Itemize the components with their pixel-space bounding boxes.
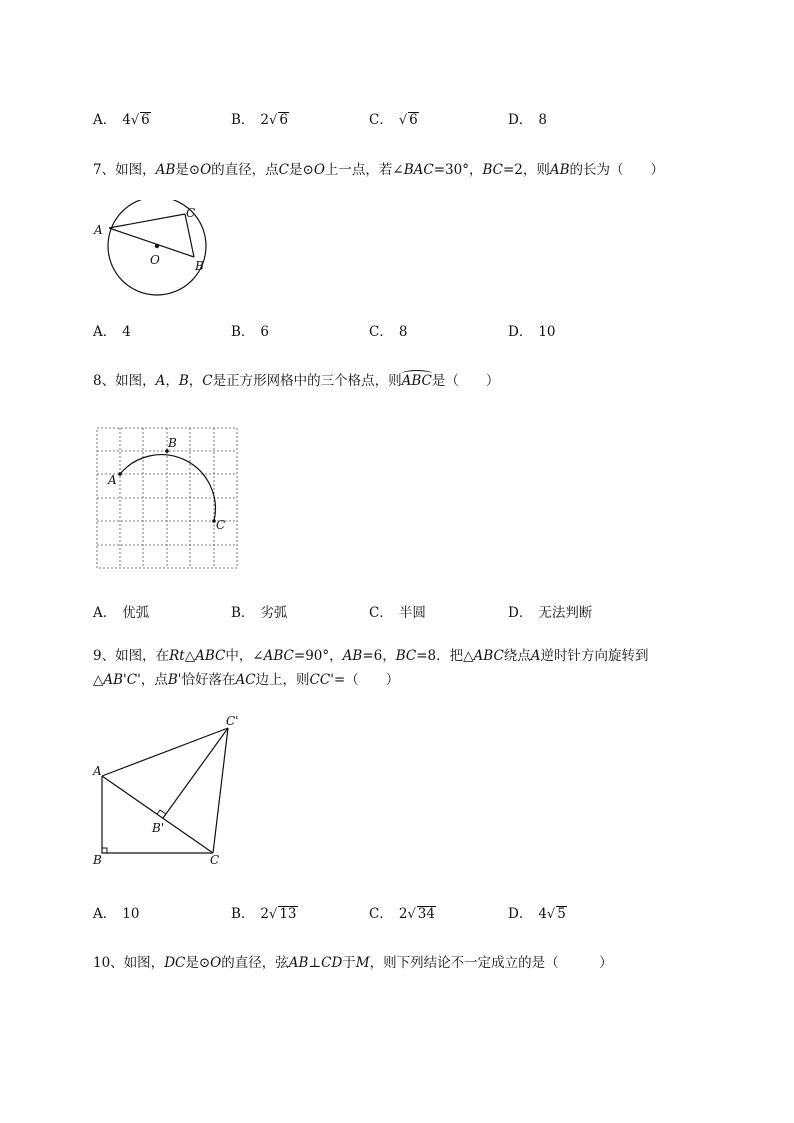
q8-options [93,601,653,621]
q7-option-a[interactable]: A． 4 [93,324,131,340]
q6-option-a[interactable]: A． 4√ 6 [93,112,150,128]
q6-option-d[interactable]: D． 8 [508,112,547,128]
segment-ac-prime [102,728,228,776]
q7-option-d[interactable]: D． 10 [508,324,556,340]
q8-option-b[interactable]: B． 劣弧 [231,605,288,621]
q9-stem-line2: △AB'C'，点B'恰好落在AC边上，则CC'=（ ） [93,672,400,688]
arc-abc-notation: ABC [402,373,432,389]
chord-ac [109,214,185,228]
q9-options [93,902,653,922]
q9-stem-line1: 9、如图，在Rt△ABC中，∠ABC=90°，AB=6，BC=8．把△ABC绕点A逆时针方向旋转到 [93,648,649,664]
q7-option-b[interactable]: B． 6 [231,324,270,340]
label-c: C [186,206,196,220]
q6-option-c[interactable]: C． √ 6 [369,112,418,128]
q7-circle-figure [88,200,208,300]
q7-option-c[interactable]: C． 8 [369,324,408,340]
label-b: B [93,853,102,867]
q9-option-c[interactable]: C． 2√ 34 [369,906,435,922]
grid-lines [97,428,237,568]
center-point [155,244,159,248]
q8-option-c[interactable]: C． 半圆 [369,605,426,621]
point-a [118,472,122,476]
q9-option-a[interactable]: A． 10 [93,906,140,922]
label-c-prime: C' [226,714,239,728]
label-b-prime: B' [152,821,165,835]
arc-abc [120,455,215,521]
label-a: A [108,473,117,487]
q7-stem: 7、如图，AB是⊙O的直径，点C是⊙O上一点，若∠BAC=30°，BC=2，则AB的长为（ ） [93,162,665,178]
q9-rotation-figure [88,712,248,872]
q10-stem: 10、如图，DC是⊙O的直径，弦AB⊥CD于M，则下列结论不一定成立的是（ ） [93,955,613,971]
chord-cb [185,214,194,257]
label-b: B [195,259,204,273]
q6-option-b[interactable]: B． 2√ 6 [231,112,288,128]
q9-option-d[interactable]: D． 4√ 5 [508,906,566,922]
label-b: B [168,436,177,450]
q7-options [93,320,653,340]
q8-option-a[interactable]: A． 优弧 [93,605,150,621]
q8-option-d[interactable]: D． 无法判断 [508,605,593,621]
label-c: C [210,853,220,867]
label-a: A [94,223,103,237]
q8-grid-figure [95,426,241,572]
q8-stem: 8、如图，A，B，C是正方形网格中的三个格点，则 ABC是（ ） [93,369,499,389]
label-a: A [93,764,102,778]
label-c: C [216,518,226,532]
right-angle-b [102,848,107,853]
label-o: O [150,253,160,267]
q9-option-b[interactable]: B． 2√ 13 [231,906,297,922]
segment-cc-prime [213,728,228,853]
right-angle-b-prime [157,810,166,814]
q6-options [93,108,653,128]
segment-ac [102,776,213,853]
